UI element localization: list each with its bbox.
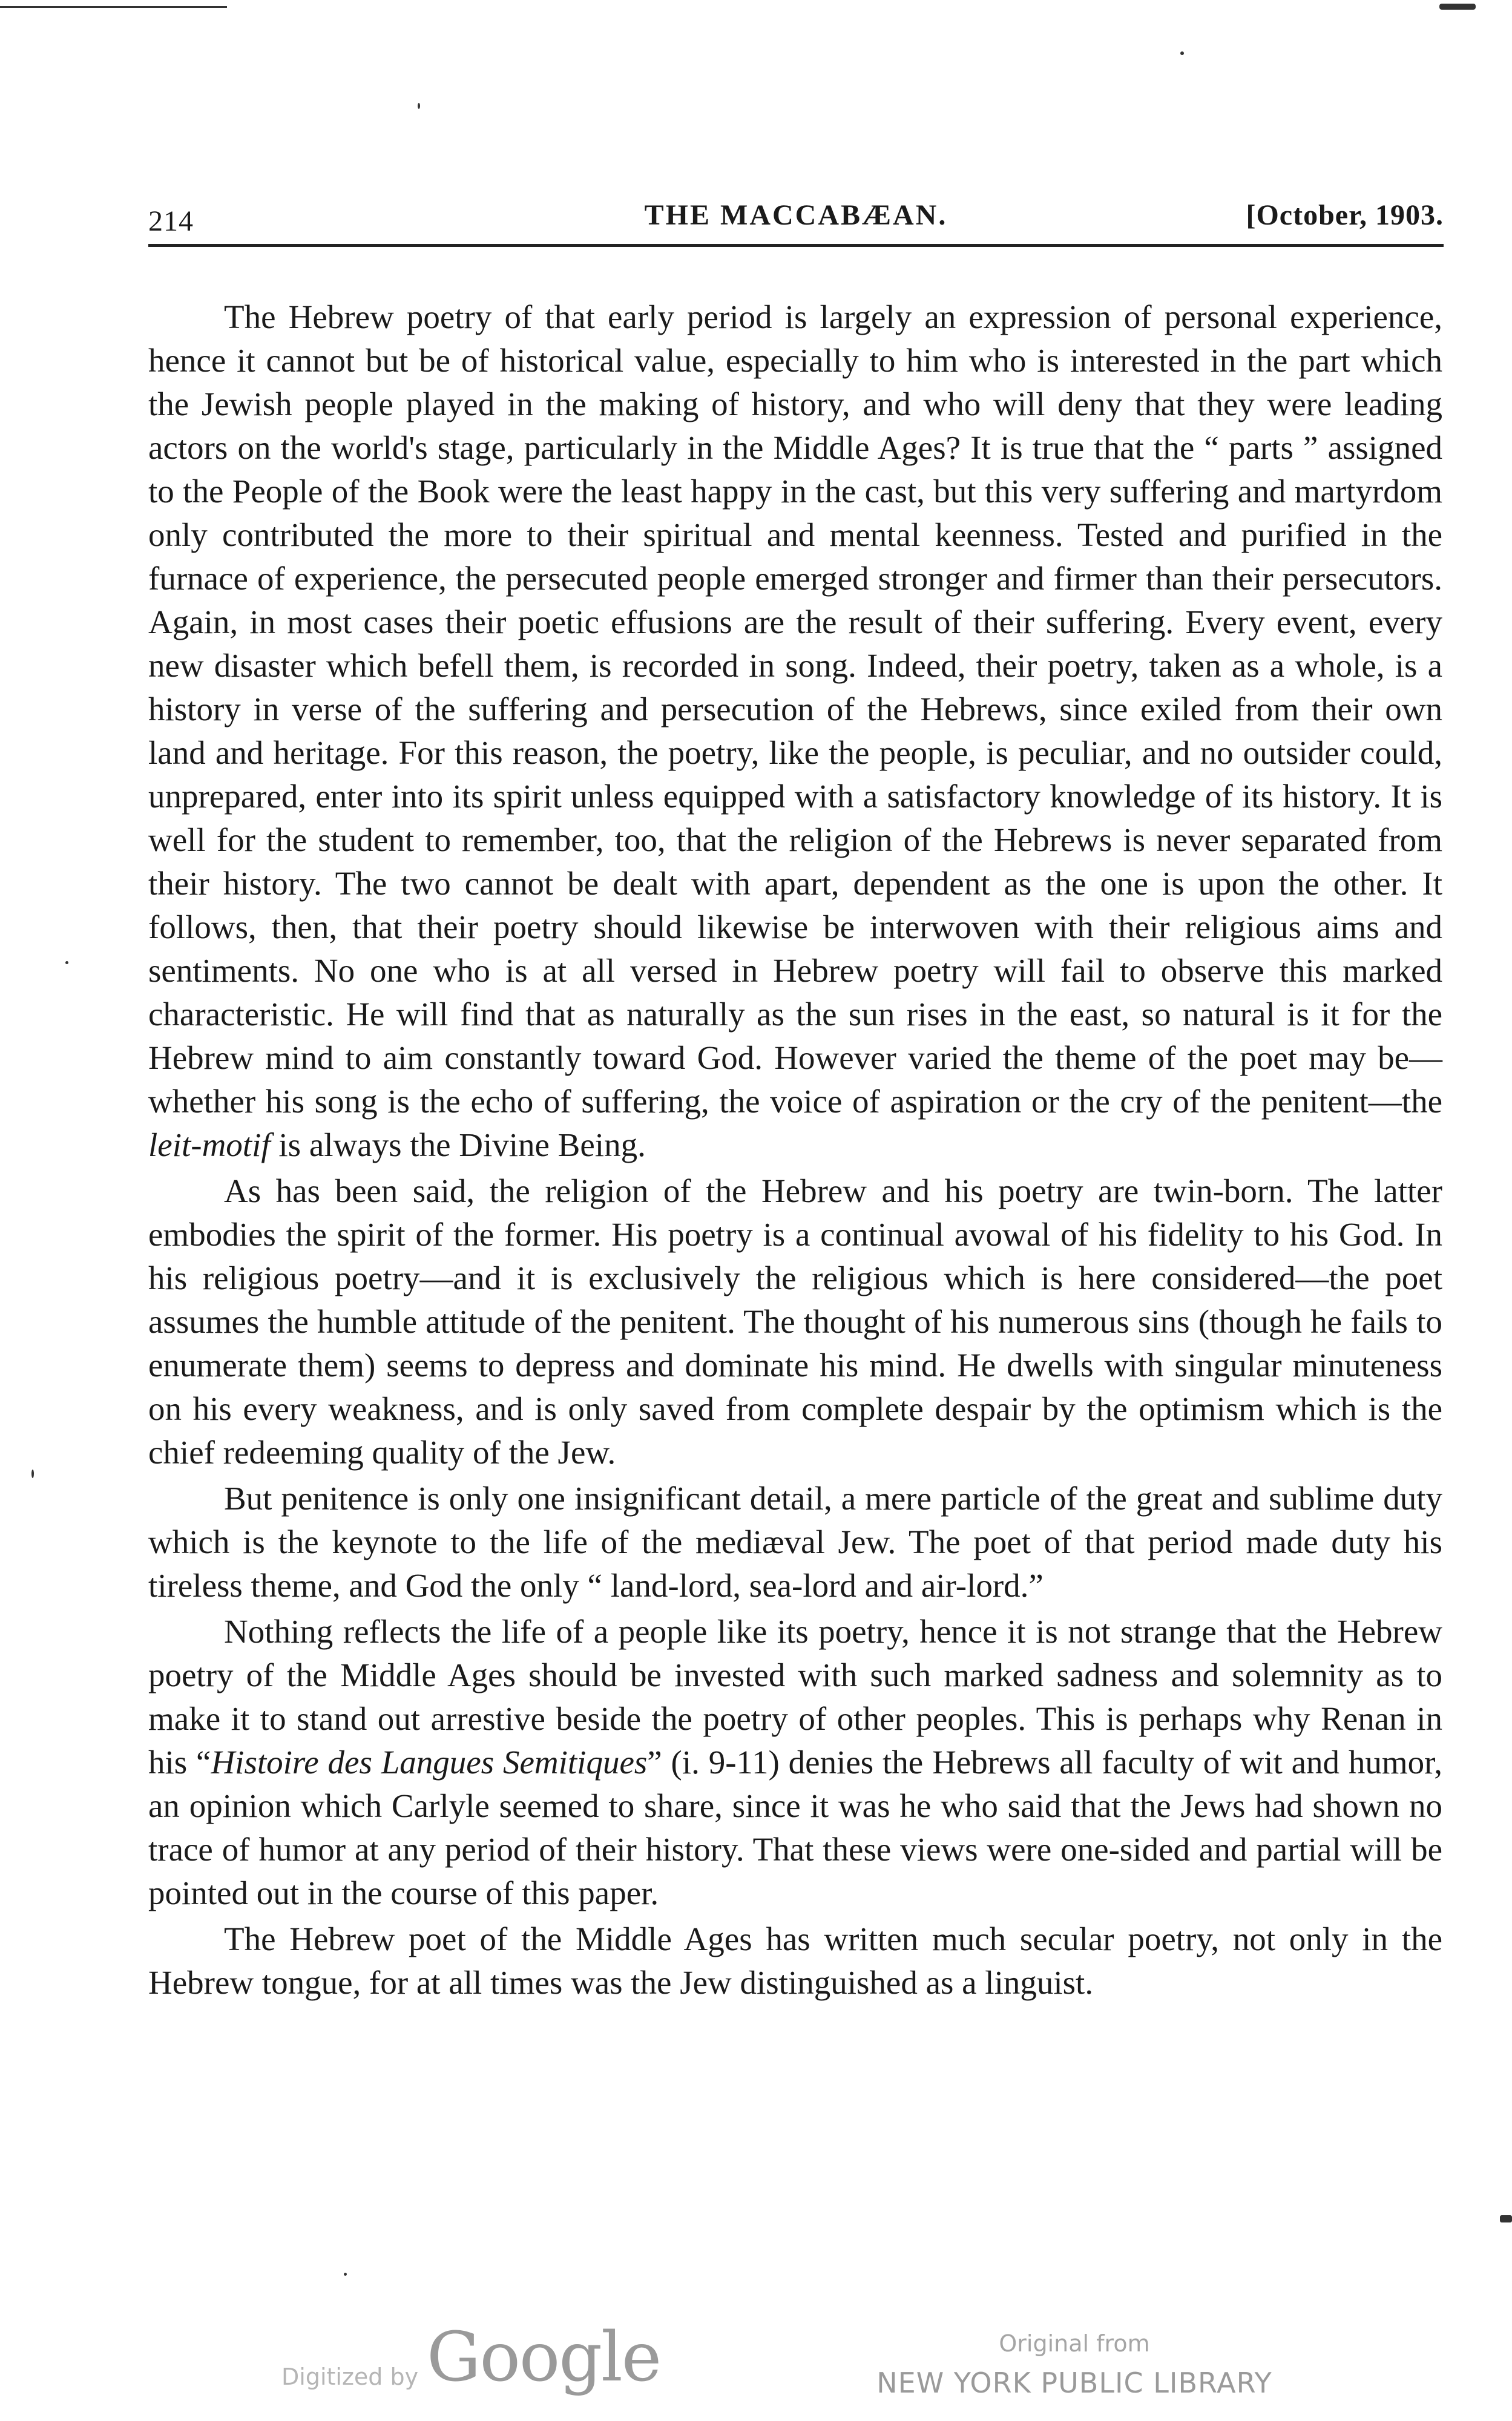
library-name: NEW YORK PUBLIC LIBRARY (876, 2367, 1272, 2399)
paragraph: But penitence is only one insignificant detail, a mere particle of the great and sublime duty which is the keynote to the life of the mediæval Jew. The poet of that period made duty his tireless theme, and God the only “ land-lord, sea-lord and air-lord.” (148, 1480, 1442, 1604)
header-rule (148, 244, 1444, 247)
top-edge-rule (0, 6, 227, 8)
digitized-by-label: Digitized by (281, 2364, 419, 2390)
page-number: 214 (148, 205, 194, 237)
scan-speck (31, 1470, 34, 1478)
running-header (148, 199, 1444, 241)
scan-speck (344, 2273, 347, 2276)
google-logo: Google (427, 2318, 661, 2397)
scan-speck (65, 961, 68, 964)
scan-speck (1500, 2215, 1512, 2222)
article-body (148, 295, 1442, 2005)
original-from-label: Original from (999, 2330, 1150, 2357)
issue-date: [October, 1903. (1246, 199, 1444, 231)
scan-speck (1180, 51, 1184, 55)
digitization-footer (0, 2318, 1512, 2421)
paragraph: The Hebrew poet of the Middle Ages has written much secular poetry, not only in the Hebrew tongue, for at all times was the Jew distinguished as a linguist. (148, 1920, 1442, 2001)
scan-speck (418, 103, 420, 109)
paragraph: The Hebrew poetry of that early period is largely an expression of personal experience, hence it cannot but be of historical value, especially to him who is interested in the part which the Jewish people played in the making of history, and who will deny that they were leading actors on the world's stage, particularly in the Middle Ages? It is true that the “ parts ” assigned to the People of the Book were the least happy in the cast, but this very suffering and martyrdom only contributed the more to their spiritual and mental keenness. Tested and purified in the furnace of experience, the persecuted people emerged stronger and firmer than their persecutors. Again, in most cases their poetic effusions are the result of their suffering. Every event, every new disaster which befell them, is recorded in song. Indeed, their poetry, taken as a whole, is a history in verse of the suffering and persecution of the Hebrews, since exiled from their own land and heritage. For this reason, the poetry, like the people, is peculiar, and no outsider could, unprepared, enter into its spirit unless equipped with a satisfactory knowledge of its history. It is well for the student to remember, too, that the religion of the Hebrews is never separated from their history. The two cannot be dealt with apart, dependent as the one is upon the other. It follows, then, that their poetry should likewise be interwoven with their religious aims and sentiments. No one who is at all versed in Hebrew poetry will fail to observe this marked characteristic. He will find that as naturally as the sun rises in the east, so natural is it for the Hebrew mind to aim constantly toward God. However varied the theme of the poet may be—whether his song is the echo of suffering, the voice of aspiration or the cry of the penitent—the leit-motif is always the Divine Being. (148, 298, 1442, 1163)
scan-speck (1439, 4, 1476, 10)
paragraph: As has been said, the religion of the Hebrew and his poetry are twin-born. The latter embodies the spirit of the former. His poetry is a continual avowal of his fidelity to his God. In his religious poetry—and it is exclusively the religious which is here considered—the poet assumes the humble attitude of the penitent. The thought of his numerous sins (though he fails to enumerate them) seems to depress and dominate his mind. He dwells with singular minuteness on his every weakness, and is only saved from complete despair by the optimism which is the chief redeeming quality of the Jew. (148, 1172, 1442, 1471)
running-title: THE MACCABÆAN. (644, 199, 948, 231)
paragraph: Nothing reflects the life of a people like its poetry, hence it is not strange that the Hebrew poetry of the Middle Ages should be invested with such marked sadness and solemnity as to make it to stand out arrestive beside the poetry of other peoples. This is perhaps why Renan in his “Histoire des Langues Semitiques” (i. 9-11) denies the Hebrews all faculty of wit and humor, an opinion which Carlyle seemed to share, since it was he who said that the Jews had shown no trace of humor at any period of their history. That these views were one-sided and partial will be pointed out in the course of this paper. (148, 1613, 1442, 1911)
